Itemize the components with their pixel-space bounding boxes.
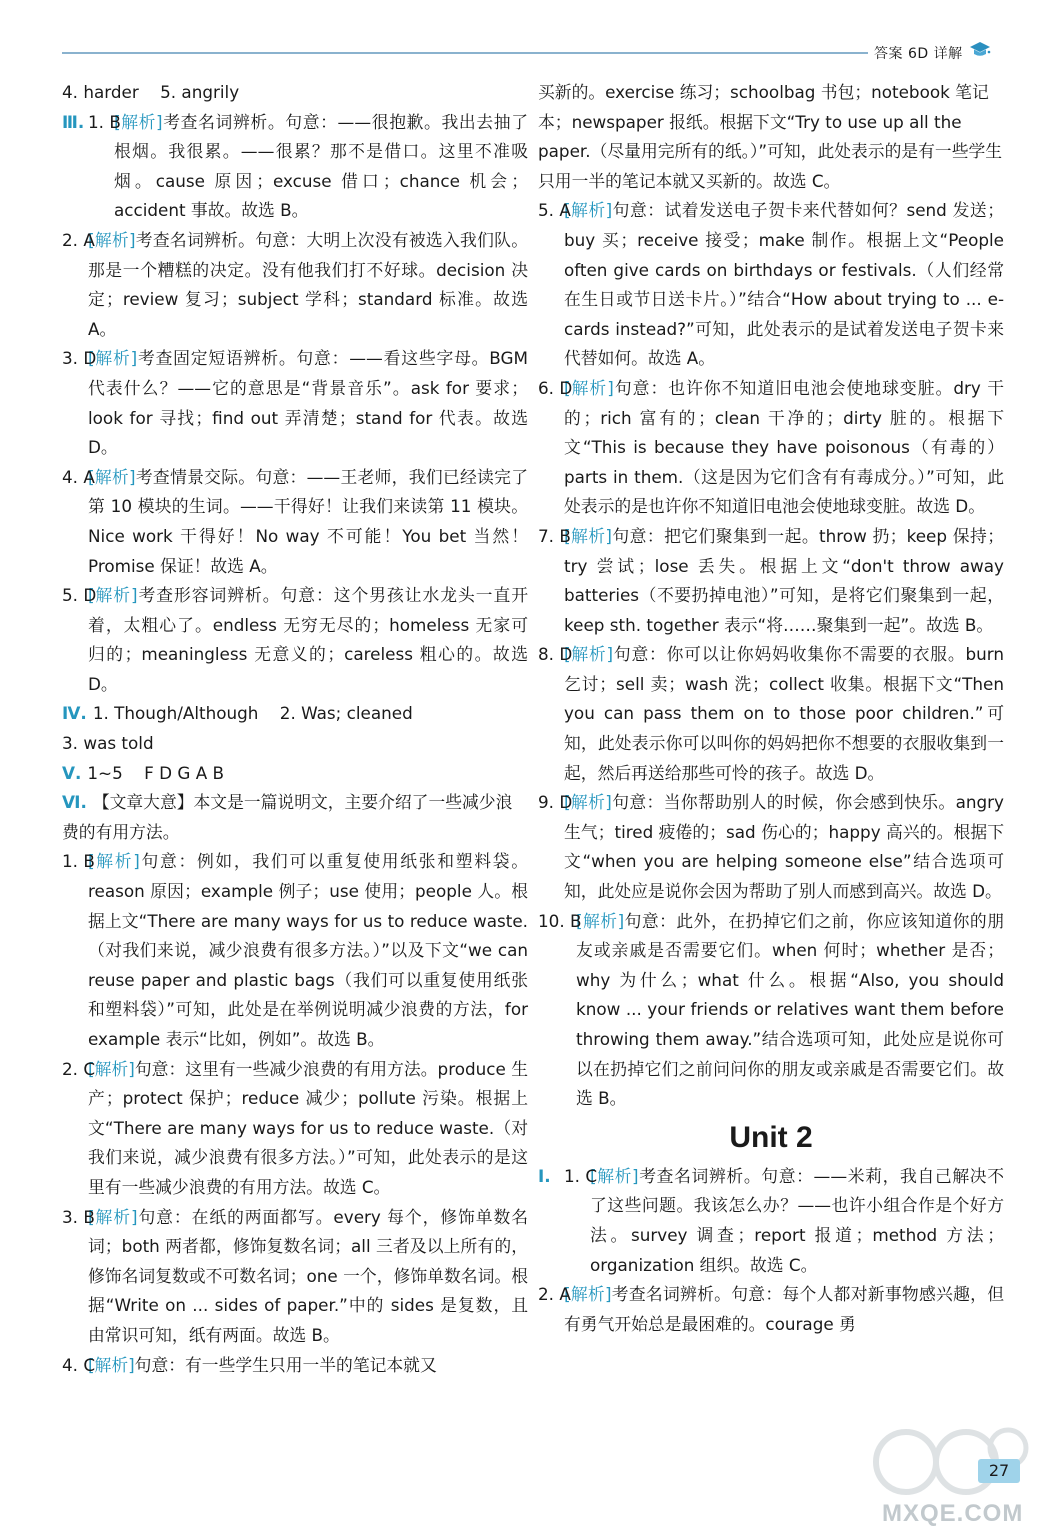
answer-entry <box>62 759 528 789</box>
graduation-cap-icon <box>968 38 992 62</box>
answer-entry <box>62 1203 528 1351</box>
entry-text: 句意：也许你不知道旧电池会使地球变脏。dry 干的；rich 富有的；clean 干净的；dirty 脏的。根据下文“This is because they have poisonous（有毒的）parts in them.（这是因为它们含有有毒成分。）”可知，此处表示的是也许你不知道旧电池会使地球变脏。故选 D。 <box>564 377 1004 517</box>
analysis-tag: [解析] <box>564 200 613 221</box>
answer-entry <box>62 226 528 344</box>
section-numeral: Ⅳ. <box>62 703 87 724</box>
question-number: 2. C <box>62 1058 96 1079</box>
answer-entry <box>538 78 1004 196</box>
answer-entry <box>62 581 528 699</box>
question-number: 3. B <box>62 1206 95 1227</box>
entry-text: 句意：有一些学生只用一半的笔记本就又 <box>134 1354 437 1375</box>
unit-heading: Unit 2 <box>729 1120 813 1154</box>
analysis-tag: [解析] <box>88 851 140 872</box>
answer-entry <box>62 344 528 462</box>
entry-text: 考查形容词辨析。句意：这个男孩让水龙头一直开着，太粗心了。endless 无穷无尽的；homeless 无家可归的；meaningless 无意义的；careless 粗心的。故选 D。 <box>88 585 528 694</box>
section-numeral: Ⅲ. <box>62 111 85 132</box>
analysis-tag: [解析] <box>88 585 138 606</box>
watermark-text: MXQE.COM <box>882 1500 1024 1527</box>
question-number: 2. A <box>538 1284 571 1305</box>
answer-entry <box>538 1162 1004 1280</box>
analysis-tag: [解析] <box>564 377 614 398</box>
answer-entry <box>62 847 528 1054</box>
entry-text: 4. harder 5. angrily <box>62 82 240 102</box>
answer-entry <box>62 788 528 847</box>
entry-text: 【文章大意】本文是一篇说明文，主要介绍了一些减少浪费的有用方法。 <box>62 792 513 842</box>
entry-text: 3. was told <box>62 733 154 754</box>
entry-text: 句意：在纸的两面都写。every 每个，修饰单数名词；both 两者都，修饰复数名词；all 三者及以上所有的，修饰名词复数或不可数名词；one 一个，修饰单数名词。根据“Write on ... sides of paper.”中的 sides 是复数，且由常识可知，纸有两面。故选 B。 <box>88 1206 528 1345</box>
question-number: 5. A <box>538 200 571 221</box>
analysis-tag: [解析] <box>88 466 136 487</box>
section-numeral: Ⅵ. <box>62 792 87 813</box>
answer-entry <box>538 907 1004 1114</box>
question-number: 1. B <box>62 851 95 872</box>
question-number: 10. B <box>538 910 582 931</box>
analysis-tag: [解析] <box>564 525 612 546</box>
entry-text: 考查固定短语辨析。句意：——看这些字母。BGM 代表什么？——它的意思是“背景音乐”。ask for 要求；look for 寻找；find out 弄清楚；stand for 代表。故选 D。 <box>88 348 528 458</box>
answer-entry <box>62 108 528 226</box>
analysis-tag: [解析] <box>114 111 163 132</box>
analysis-tag: [解析] <box>88 1354 135 1375</box>
section-numeral: Ⅴ. <box>62 762 82 783</box>
answer-entry <box>62 1351 528 1381</box>
answer-entry <box>62 463 528 581</box>
question-number: 9. D <box>538 792 573 813</box>
analysis-tag: [解析] <box>564 644 614 665</box>
question-number: 4. C <box>62 1354 96 1375</box>
answer-entry <box>62 699 528 729</box>
question-number: 1. B <box>88 111 121 132</box>
answer-entry <box>538 640 1004 788</box>
entry-text: 考查名词辨析。句意：——很抱歉。我出去抽了根烟。我很累。——很累？那不是借口。这里不准吸烟。cause 原因；excuse 借口；chance 机会；accident 事故。故选 B。 <box>114 111 528 221</box>
question-number: 4. A <box>62 466 95 487</box>
answer-entry <box>538 196 1004 374</box>
analysis-tag: [解析] <box>564 792 612 813</box>
entry-text: 买新的。exercise 练习；schoolbag 书包；notebook 笔记本；newspaper 报纸。根据下文“Try to use up all the paper.（尽量用完所有的纸。）”可知，此处表示的是有一些学生只用一半的笔记本就又买新的。故选 C。 <box>538 82 1003 191</box>
entry-text: 句意：试着发送电子贺卡来代替如何？send 发送；buy 买；receive 接受；make 制作。根据上文“People often give cards on birthdays or festivals.（人们经常在生日或节日送卡片。）”结合“How about trying to ... e-cards instead?”可知，此处表示的是试着发送电子贺卡来代替如何。故选 A。 <box>564 200 1004 369</box>
answer-entry <box>62 729 528 759</box>
header-label: 答案 6D 详解 <box>874 46 963 62</box>
entry-text: 句意：这里有一些减少浪费的有用方法。produce 生产；protect 保护；reduce 减少；pollute 污染。根据上文“There are many ways for us to reduce waste.（对我们来说，减少浪费有很多方法。）”可知，此处表示的是这里有一些减少浪费的有用方法。故选 C。 <box>88 1058 528 1197</box>
entry-text: 1. Though/Although 2. Was; cleaned <box>92 703 413 724</box>
question-number: 3. D <box>62 348 97 369</box>
answer-entry <box>538 1280 1004 1339</box>
answer-entry <box>538 374 1004 522</box>
entry-text: 考查名词辨析。句意：每个人都对新事物感兴趣，但有勇气开始总是最困难的。courage 勇 <box>564 1284 1004 1334</box>
analysis-tag: [解析] <box>564 1284 612 1305</box>
page-number: 27 <box>978 1459 1020 1483</box>
answer-entry <box>62 78 528 108</box>
entry-text: 句意：把它们聚集到一起。throw 扔；keep 保持；try 尝试；lose 丢失。根据上文“don't throw away batteries（不要扔掉电池）”可知，是将它们聚集到一起，keep sth. together 表示“将……聚集到一起”。故选 B。 <box>564 525 1004 635</box>
section-numeral: Ⅰ. <box>538 1165 551 1186</box>
answer-entry <box>538 788 1004 906</box>
analysis-tag: [解析] <box>88 229 136 250</box>
entry-text: 句意：此外，在扔掉它们之前，你应该知道你的朋友或亲戚是否需要它们。when 何时；whether 是否；why 为什么；what 什么。根据“Also, you should know ... your friends or relatives want them before throwing them away.”结合选项可知，此处应是说你可以在扔掉它们之前问问你的朋友或亲戚是否需要它们。故选 B。 <box>576 910 1004 1109</box>
analysis-tag: [解析] <box>576 910 625 931</box>
entry-text: 句意：例如，我们可以重复使用纸张和塑料袋。reason 原因；example 例子；use 使用；people 人。根据上文“There are many ways for us to reduce waste.（对我们来说，减少浪费有很多方法。）”以及下文“we can reuse paper and plastic bags（我们可以重复使用纸张和塑料袋）”可知，此处是在举例说明减少浪费的方法，for example 表示“比如，例如”。故选 B。 <box>88 851 528 1049</box>
question-number: 8. D <box>538 644 573 665</box>
question-number: 1. C <box>564 1165 598 1186</box>
entry-text: 考查名词辨析。句意：大明上次没有被选入我们队。那是一个糟糕的决定。没有他我们打不好球。decision 决定；review 复习；subject 学科；standard 标准。故选 A。 <box>88 229 528 339</box>
left-column <box>62 78 528 1380</box>
question-number: 5. D <box>62 585 97 606</box>
analysis-tag: [解析] <box>88 348 138 369</box>
entry-text: 考查名词辨析。句意：——米莉，我自己解决不了这些问题。我该怎么办？——也许小组合作是个好方法。survey 调查；report 报道；method 方法；organization 组织。故选 C。 <box>590 1165 1004 1275</box>
entry-text: 句意：当你帮助别人的时候，你会感到快乐。angry 生气；tired 疲倦的；sad 伤心的；happy 高兴的。根据下文“when you are helping someone else”结合选项可知，此处应是说你会因为帮助了别人而感到高兴。故选 D。 <box>564 792 1004 902</box>
right-column <box>538 78 1004 1339</box>
analysis-tag: [解析] <box>88 1058 135 1079</box>
analysis-tag: [解析] <box>88 1206 138 1227</box>
question-number: 6. D <box>538 377 573 398</box>
entry-text: 句意：你可以让你妈妈收集你不需要的衣服。burn 乞讨；sell 卖；wash 洗；collect 收集。根据下文“Then you can pass them on to those poor children.”可知，此处表示你可以叫你的妈妈把你不想要的衣服收集到一起，然后再送给那些可怜的孩子。故选 D。 <box>564 644 1004 783</box>
entry-text: 考查情景交际。句意：——王老师，我们已经读完了第 10 模块的生词。——干得好！让我们来读第 11 模块。Nice work 干得好！No way 不可能！You bet 当然！Promise 保证！故选 A。 <box>88 466 528 576</box>
question-number: 7. B <box>538 525 571 546</box>
entry-text: 1~5 F D G A B <box>87 762 225 783</box>
answer-entry <box>538 522 1004 640</box>
answer-entry <box>62 1055 528 1203</box>
analysis-tag: [解析] <box>590 1165 639 1186</box>
header-rule <box>62 52 868 54</box>
question-number: 2. A <box>62 229 95 250</box>
